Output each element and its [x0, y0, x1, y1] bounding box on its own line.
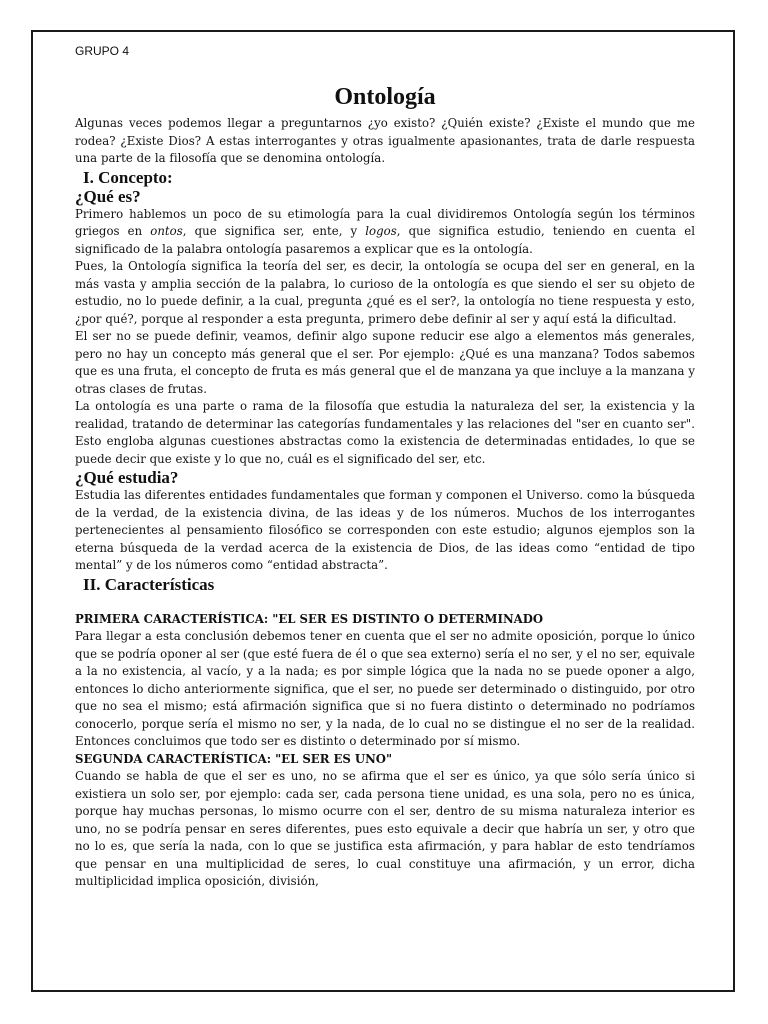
spacer — [75, 594, 695, 611]
paragraph-rama-filosofia: La ontología es una parte o rama de la filosofía que estudia la naturaleza del ser, la existencia y la realidad, tratando de determinar las categorías fundamentales y las relaciones del "ser en cuanto ser". Esto engloba algunas cuestiones abstractas como la existencia de determinadas entidades, lo que se puede decir que existe y lo que no, cuál es el significado del ser, etc. — [75, 399, 695, 466]
document-body — [75, 44, 695, 891]
document-title: Ontología — [334, 84, 436, 110]
subheading-que-estudia: ¿Qué estudia? — [75, 468, 179, 487]
paragraph-segunda-caracteristica: Cuando se habla de que el ser es uno, no se afirma que el ser es único, ya que sólo sería único si existiera un solo ser, por ejemplo: cada ser, cada persona tiene unidad, es una sola, pero no es única, porque hay muchas personas, lo mismo ocurre con el ser, dentro de su misma naturaleza interior es uno, no se podría pensar en seres diferentes, pues esto equivale a decir que habría un ser, y otro que no lo es, que sería la nada, con lo que se justifica esta afirmación, y para hablar de esto tendríamos que pensar en una multiplicidad de seres, lo cual constituye una afirmación, y un error, dicha multiplicidad implica oposición, división, — [75, 769, 695, 888]
etymology-text-a: Primero hablemos un poco de su etimología para la cual dividiremos Ontología según los términos griegos en — [75, 206, 695, 238]
subheading-que-es: ¿Qué es? — [75, 186, 141, 206]
intro-paragraph: Algunas veces podemos llegar a preguntarnos ¿yo existo? ¿Quién existe? ¿Existe el mundo que me rodea? ¿Existe Dios? A estas interrogantes y otras igualmente apasionantes, trata de darle respuesta una parte de la filosofía que se denomina ontología. — [75, 116, 695, 165]
page-frame — [31, 30, 735, 992]
paragraph-primera-caracteristica: Para llegar a esta conclusión debemos tener en cuenta que el ser no admite oposición, porque lo único que se podría oponer al ser (que esté fuera de él o que sea externo) sería el no ser, y el no ser, equivale a la no existencia, al vacío, y a la nada; es por simple lógica que la nada no se puede oponer a algo, entonces lo dicho anteriormente significa, que el ser, no puede ser determinado o distinguido, por otro que no sea el mismo; está afirmación significa que si no fuera distinto o determinado no podríamos conocerlo, porque sería el mismo no ser, y la nada, de lo cual no se distingue el no ser de la realidad. Entonces concluimos que todo ser es distinto o determinado por sí mismo. — [75, 629, 695, 748]
group-label: GRUPO 4 — [75, 44, 130, 58]
term-ontos: ontos — [150, 224, 183, 238]
etymology-text-c: , que significa estudio, teniendo en cuenta el significado de la palabra ontología pasaremos a explicar que es la ontología. — [75, 224, 695, 256]
section-heading-concepto: I. Concepto: — [83, 167, 173, 187]
etymology-paragraph — [75, 206, 695, 259]
heading-primera-caracteristica: PRIMERA CARACTERÍSTICA: "EL SER ES DISTINTO O DETERMINADO — [75, 611, 544, 626]
etymology-text-b: , que significa ser, ente, y — [182, 224, 366, 238]
heading-segunda-caracteristica: SEGUNDA CARACTERÍSTICA: "EL SER ES UNO" — [75, 751, 393, 766]
paragraph-que-estudia: Estudia las diferentes entidades fundamentales que forman y componen el Universo. como la búsqueda de la verdad, de la existencia divina, de las ideas y de los números. Muchos de los interrogantes pertenecientes al pensamiento filosófico se corresponden con este estudio; algunos ejemplos son la eterna búsqueda de la verdad acerca de la existencia de Dios, de las ideas como “entidad de tipo mental” y de los números como “entidad abstracta”. — [75, 488, 695, 572]
paragraph-teoria-del-ser: Pues, la Ontología significa la teoría del ser, es decir, la ontología se ocupa del ser en general, en la más vasta y amplia sección de la palabra, lo curioso de la ontología es que siendo el ser su objeto de estudio, no lo puede definir, a la cual, pregunta ¿qué es el ser?, la ontología no tiene respuesta y esto, ¿por qué?, porque al responder a esta pregunta, primero debe definir al ser y aquí está la dificultad. — [75, 259, 695, 326]
section-heading-caracteristicas: II. Características — [83, 574, 215, 594]
paragraph-definir-ser: El ser no se puede definir, veamos, definir algo supone reducir ese algo a elementos más generales, pero no hay un concepto más general que el ser. Por ejemplo: ¿Qué es una manzana? Todos sabemos que es una fruta, el concepto de fruta es más general que el de manzana ya que incluye a la manzana y otras clases de frutas. — [75, 329, 695, 396]
term-logos: logos — [365, 224, 397, 238]
